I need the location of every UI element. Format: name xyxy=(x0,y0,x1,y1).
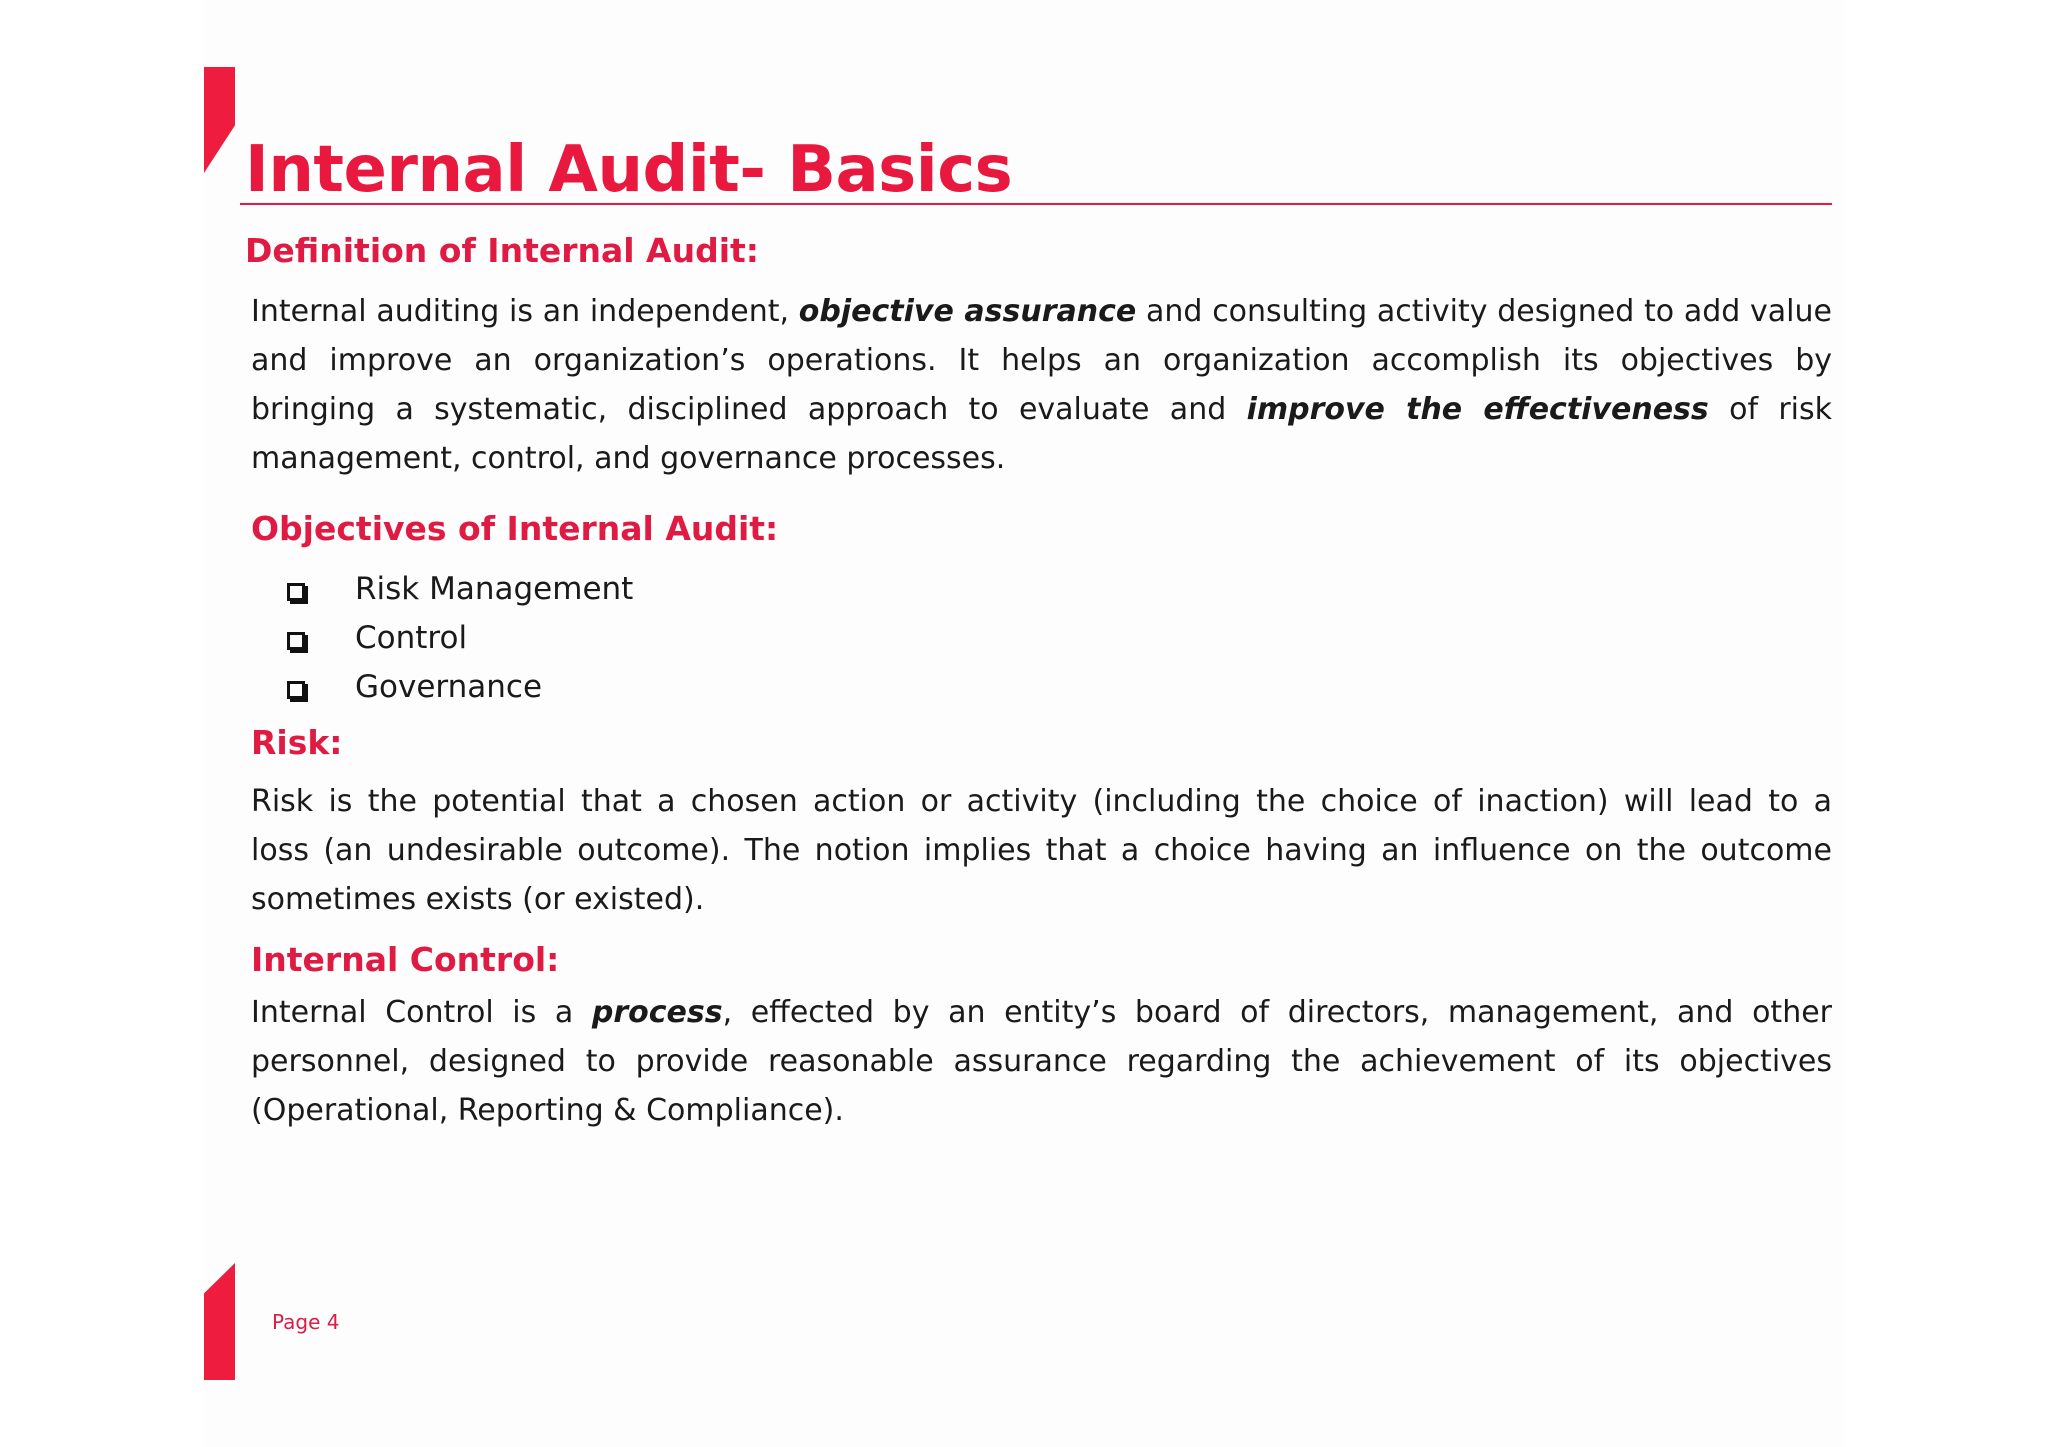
internal-control-line: (Operational, Reporting & Compliance). xyxy=(251,1093,844,1128)
risk-heading: Risk: xyxy=(251,723,343,762)
definition-line: Internal auditing is an independent, objective assurance and consulting activity designed to add value xyxy=(251,294,1832,329)
internal-control-paragraph xyxy=(251,988,1832,1135)
definition-heading: Definition of Internal Audit: xyxy=(245,231,759,270)
objectives-heading: Objectives of Internal Audit: xyxy=(251,509,779,548)
slide-background xyxy=(204,0,1844,1447)
list-item xyxy=(287,565,633,614)
risk-line: Risk is the potential that a chosen action or activity (including the choice of inaction) will lead to a xyxy=(251,784,1832,819)
internal-control-line: personnel, designed to provide reasonable assurance regarding the achievement of its objectives xyxy=(251,1044,1832,1079)
list-item xyxy=(287,614,467,663)
checkbox-bullet-icon xyxy=(287,681,305,699)
definition-line: and improve an organization’s operations. It helps an organization accomplish its objectives by xyxy=(251,343,1832,378)
list-item xyxy=(287,663,542,712)
checkbox-bullet-icon xyxy=(287,583,305,601)
risk-paragraph xyxy=(251,777,1832,924)
list-item-label: Governance xyxy=(355,669,543,705)
internal-control-heading: Internal Control: xyxy=(251,940,560,979)
internal-control-line: Internal Control is a process, effected by an entity’s board of directors, management, and other xyxy=(251,995,1832,1030)
slide-title: Internal Audit- Basics xyxy=(245,133,1013,207)
list-item-label: Control xyxy=(355,620,468,656)
title-underline xyxy=(240,203,1832,205)
definition-paragraph xyxy=(251,287,1832,483)
risk-line: loss (an undesirable outcome). The notion implies that a choice having an influence on the outcome xyxy=(251,833,1832,868)
page-number: Page 4 xyxy=(272,1310,340,1334)
checkbox-bullet-icon xyxy=(287,632,305,650)
definition-line: bringing a systematic, disciplined approach to evaluate and improve the effectiveness of risk xyxy=(251,392,1832,427)
risk-line: sometimes exists (or existed). xyxy=(251,882,705,917)
definition-line: management, control, and governance processes. xyxy=(251,441,1006,476)
list-item-label: Risk Management xyxy=(355,571,634,607)
